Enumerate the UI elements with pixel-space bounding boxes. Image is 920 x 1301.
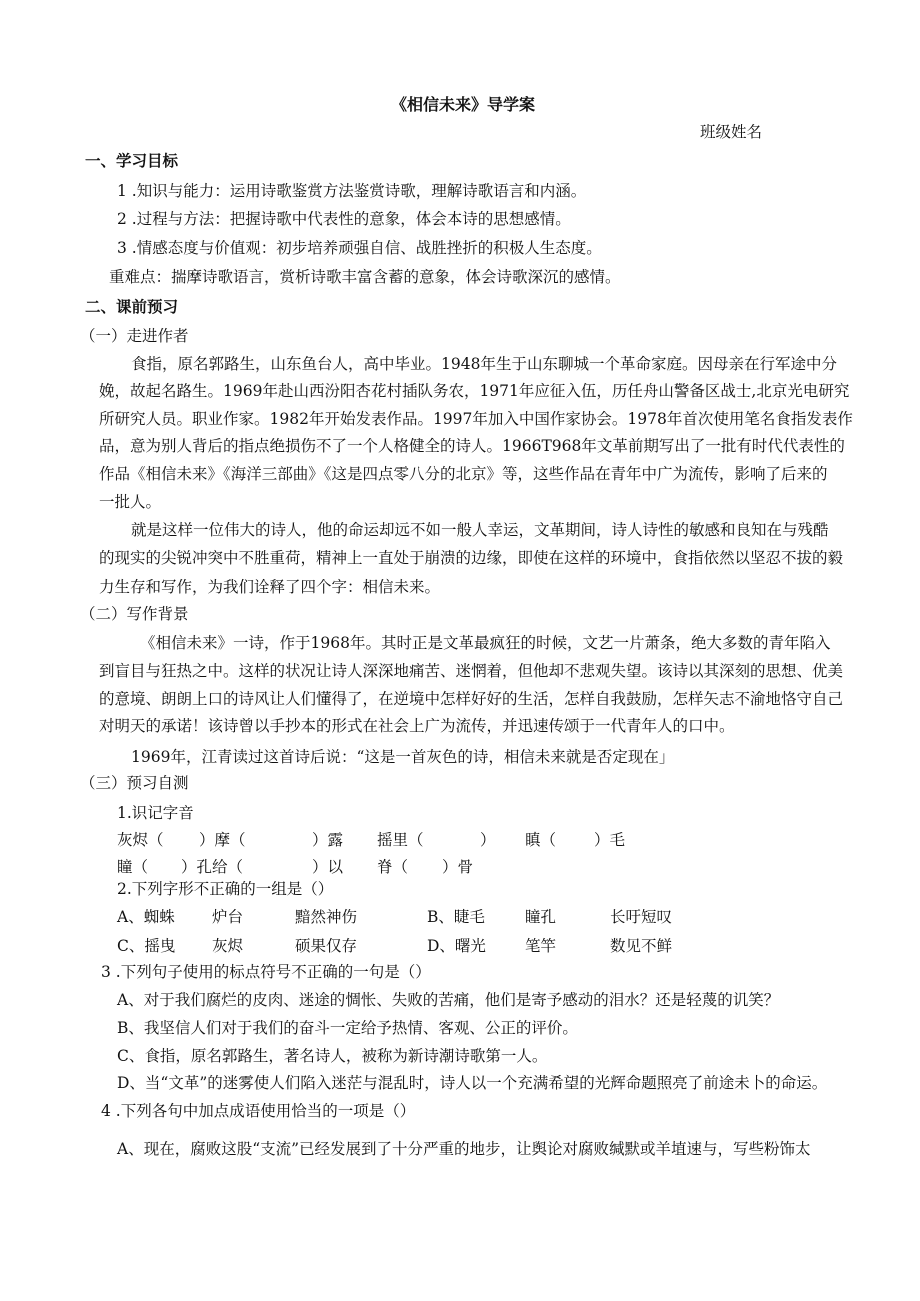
author-line: 食指，原名郭路生，山东鱼台人，高中毕业。1948年生于山东聊城一个革命家庭。因母亲在行军途中分 — [131, 355, 837, 373]
author-line: 力生存和写作，为我们诠释了四个字：相信未来。 — [99, 578, 441, 596]
author-line: 所研究人员。职业作家。1982年开始发表作品。1997年加入中国作家协会。1978年首次使用笔名食指发表作 — [99, 410, 853, 428]
pinyin-blank: 瞋（ — [525, 831, 557, 849]
question-3-option: C、食指，原名郭路生，著名诗人，被称为新诗潮诗歌第一人。 — [117, 1047, 548, 1065]
subheading-author: （一）走进作者 — [80, 327, 189, 345]
background-line: 的意境、朗朗上口的诗风让人们懂得了，在逆境中怎样好好的生活，怎样自我鼓励，怎样矢志不渝地恪守自己 — [99, 690, 844, 708]
pinyin-blank: ）以 — [312, 858, 344, 876]
option-cell: B、睫毛 — [427, 908, 485, 926]
option-cell: 炉台 — [212, 908, 244, 926]
pinyin-blank: 摇里（ — [377, 831, 424, 849]
subheading-self-test: （三）预习自测 — [80, 774, 189, 792]
question-2-stem: 2.下列字形不正确的一组是（） — [117, 880, 334, 898]
question-3-stem: 3 .下列句子使用的标点符号不正确的一句是（） — [101, 963, 431, 981]
option-cell: A、蜘蛛 — [117, 908, 175, 926]
author-line: 一批人。 — [99, 493, 162, 511]
goal-item-2: 2 .过程与方法：把握诗歌中代表性的意象，体会本诗的思想感情。 — [117, 210, 571, 228]
key-points: 重难点：揣摩诗歌语言，赏析诗歌丰富含蓄的意象，体会诗歌深沉的感情。 — [109, 268, 621, 286]
option-cell: C、摇曳 — [117, 937, 176, 955]
option-cell: 瞳孔 — [525, 908, 557, 926]
goal-item-3: 3 .情感态度与价值观：初步培养顽强自信、战胜挫折的积极人生态度。 — [117, 239, 602, 257]
option-cell: D、曙光 — [427, 937, 486, 955]
option-cell: 硕果仅存 — [295, 937, 358, 955]
pinyin-blank: 灰烬（ — [117, 831, 164, 849]
option-cell: 长吁短叹 — [610, 908, 673, 926]
pinyin-blank: ）露 — [312, 831, 344, 849]
author-line: 娩，故起名路生。1969年赴山西汾阳杏花村插队务农，1971年应征入伍，历任舟山警备区战士,北京光电研究 — [99, 382, 850, 400]
question-3-option: D、当“文革”的迷雾使人们陷入迷茫与混乱时，诗人以一个充满希望的光辉命题照亮了前途未卜的命运。 — [117, 1074, 828, 1092]
doc-title: 《相信未来》导学案 — [391, 95, 536, 114]
option-cell: 灰烬 — [212, 937, 244, 955]
pinyin-blank: ）骨 — [442, 858, 474, 876]
option-cell: 笔竿 — [525, 937, 557, 955]
pinyin-blank: ）孔给（ — [181, 858, 244, 876]
class-name-label: 班级姓名 — [700, 123, 763, 141]
author-line: 作品《相信未来》《海洋三部曲》《这是四点零八分的北京》等，这些作品在青年中广为流传，影响了后来的 — [99, 465, 828, 483]
author-line: 就是这样一位伟大的诗人，他的命运却远不如一般人幸运，文革期间，诗人诗性的敏感和良知在与残酷 — [131, 521, 829, 539]
option-cell: 黯然神伤 — [295, 908, 358, 926]
pinyin-blank: 脊（ — [377, 858, 409, 876]
pinyin-blank: ）摩（ — [199, 831, 246, 849]
question-3-option: A、对于我们腐烂的皮肉、迷途的惆怅、失败的苦痛，他们是寄予感动的泪水？还是轻蔑的讥笑？ — [117, 991, 780, 1009]
subheading-background: （二）写作背景 — [80, 605, 189, 623]
background-line: 对明天的承诺！该诗曾以手抄本的形式在社会上广为流传，并迅速传颂于一代青年人的口中。 — [99, 717, 735, 735]
pinyin-blank: ） — [480, 831, 496, 849]
author-line: 品，意为别人背后的指点绝损伤不了一个人格健全的诗人。1966T968年文革前期写出了一批有时代代表性的 — [99, 437, 845, 455]
background-line: 到盲目与狂热之中。这样的状况让诗人深深地痛苦、迷惘着，但他却不悲观失望。该诗以其深刻的思想、优美 — [99, 662, 844, 680]
question-1-stem: 1.识记字音 — [117, 804, 194, 822]
goal-item-1: 1 .知识与能力：运用诗歌鉴赏方法鉴赏诗歌，理解诗歌语言和内涵。 — [117, 182, 587, 200]
pinyin-blank: ）毛 — [594, 831, 626, 849]
background-line: 1969年，江青读过这首诗后说：“这是一首灰色的诗，相信未来就是否定现在」 — [131, 748, 675, 766]
section-heading-preview: 二、课前预习 — [85, 297, 179, 316]
background-line: 《相信未来》一诗，作于1968年。其时正是文革最疯狂的时候，文艺一片萧条，绝大多数的青年陷入 — [140, 634, 831, 652]
author-line: 的现实的尖锐冲突中不胜重荷，精神上一直处于崩溃的边缘，即使在这样的环境中，食指依然以坚忍不拔的毅 — [99, 549, 844, 567]
question-4-option: A、现在，腐败这股“支流”已经发展到了十分严重的地步，让舆论对腐败缄默或羊埴速与，写些粉饰太 — [117, 1140, 811, 1158]
section-heading-goals: 一、学习目标 — [85, 151, 179, 170]
option-cell: 数见不鲜 — [610, 937, 673, 955]
question-3-option: B、我坚信人们对于我们的奋斗一定给予热情、客观、公正的评价。 — [117, 1019, 578, 1037]
question-4-stem: 4 .下列各句中加点成语使用恰当的一项是（） — [101, 1102, 416, 1120]
pinyin-blank: 瞳（ — [117, 858, 149, 876]
